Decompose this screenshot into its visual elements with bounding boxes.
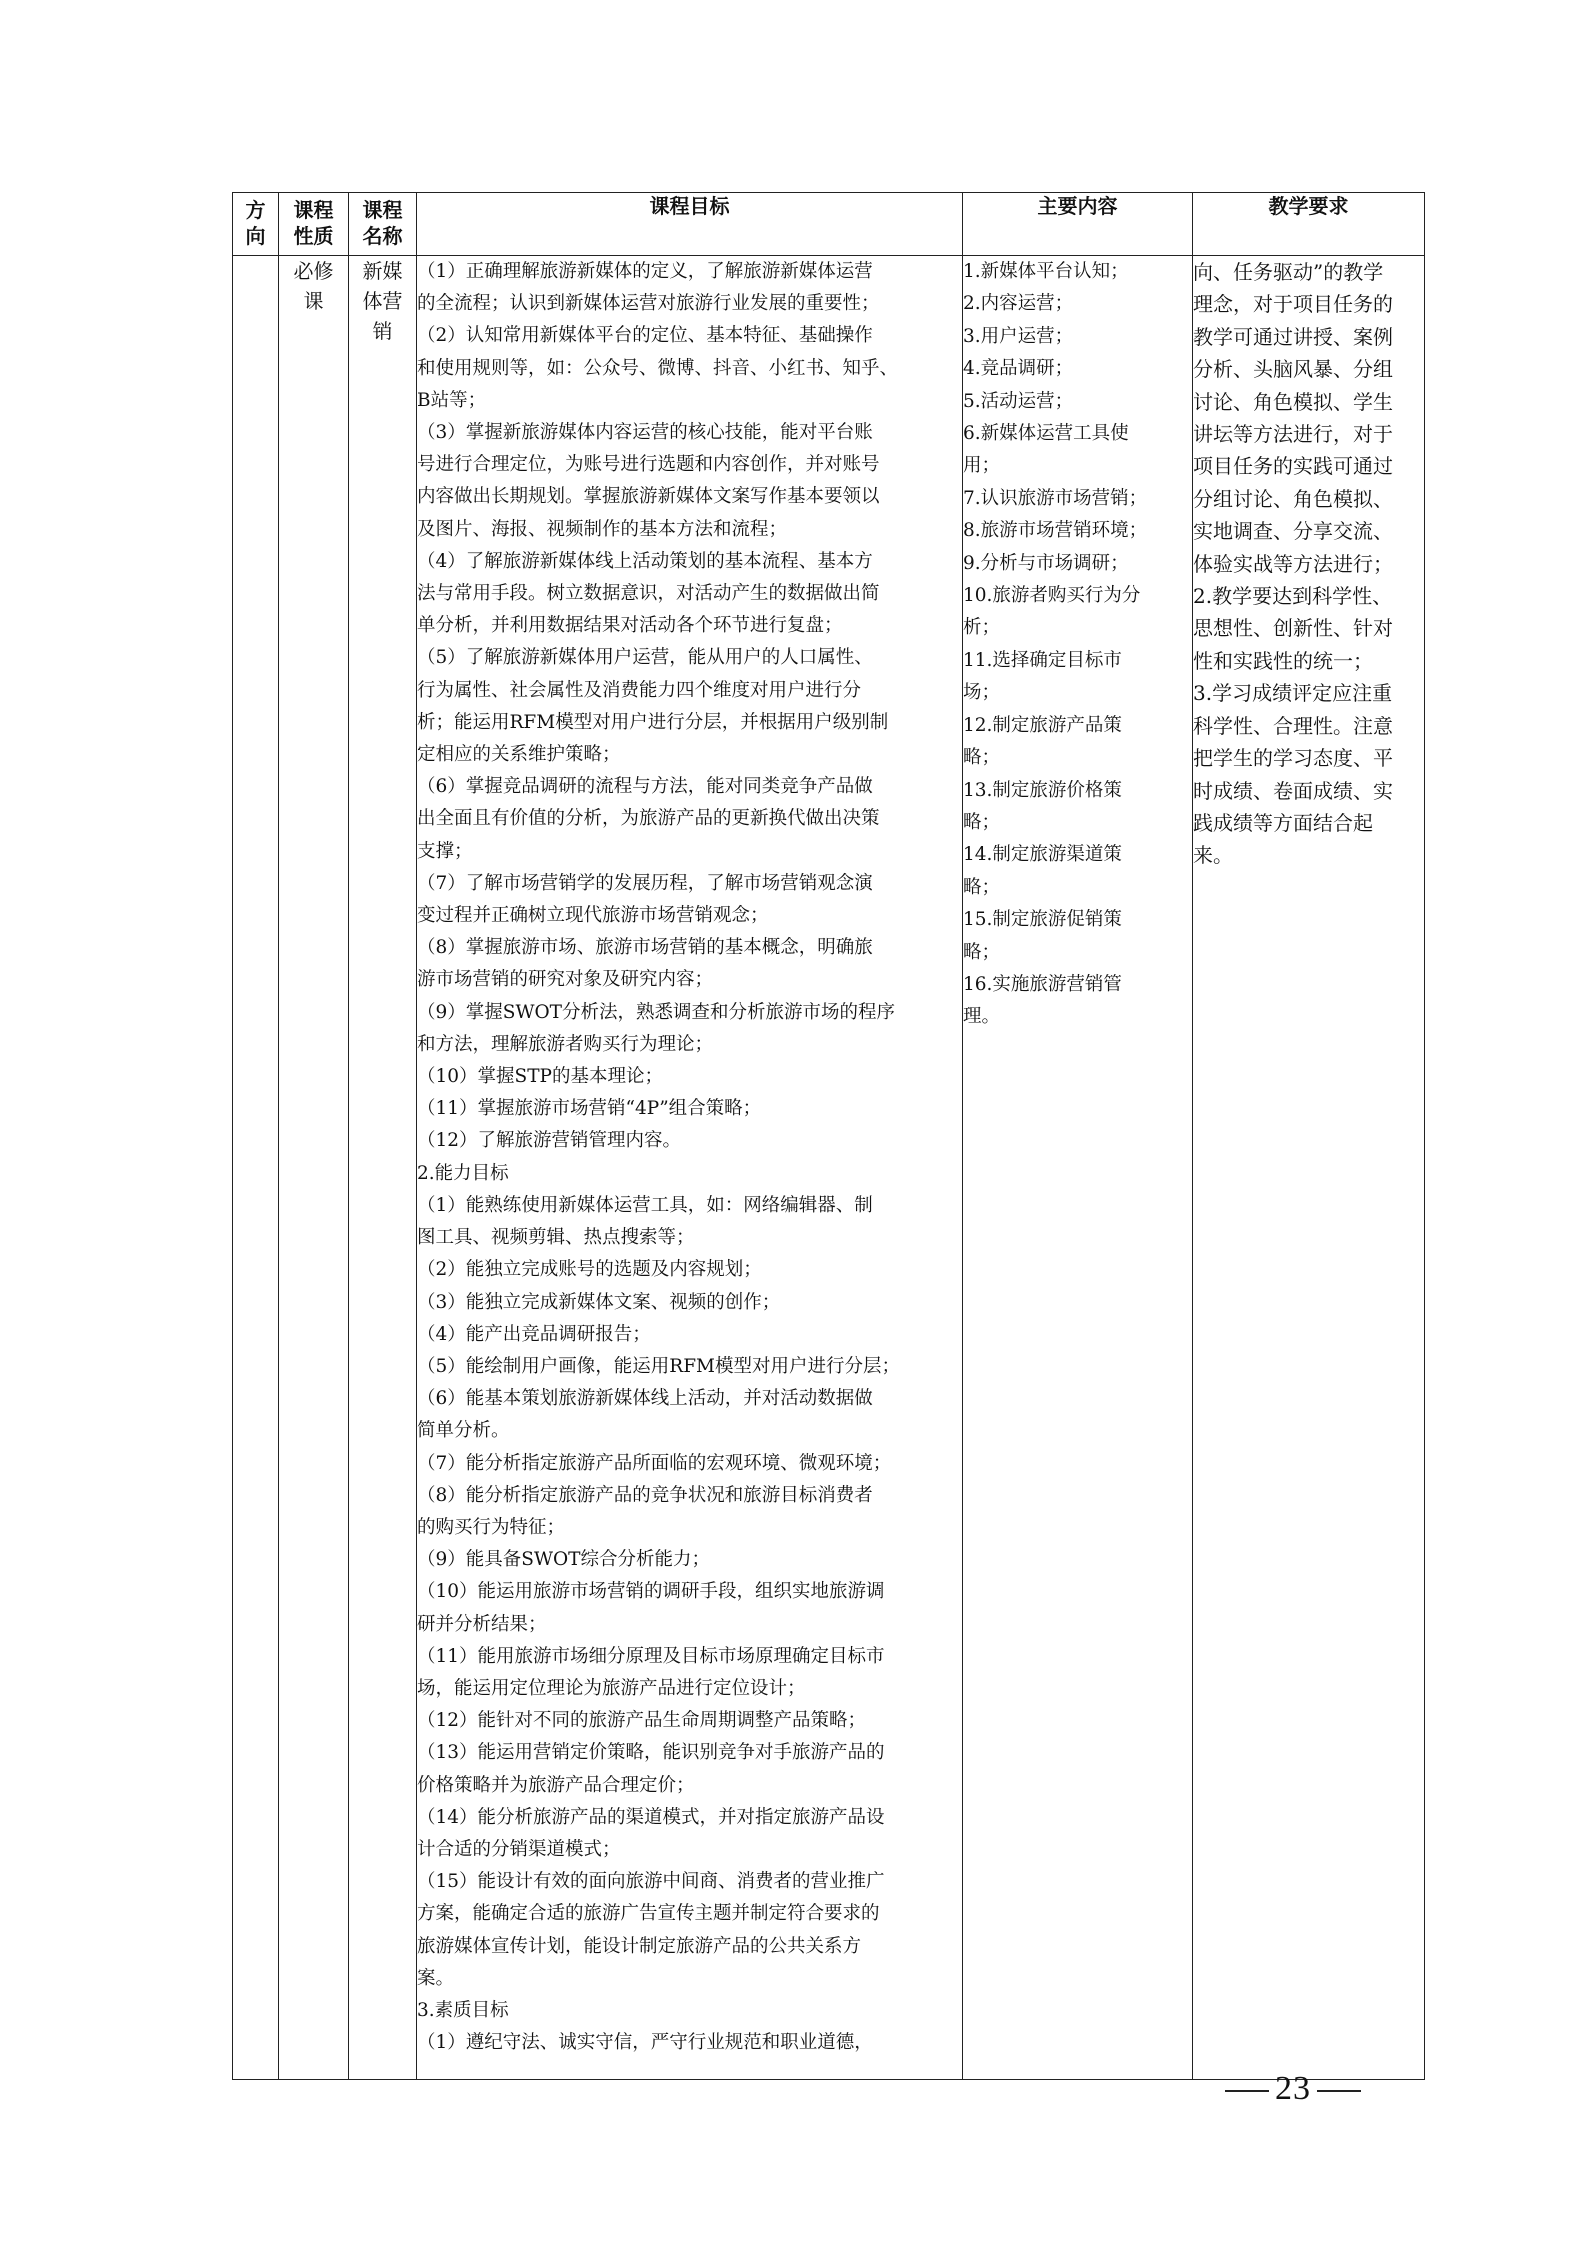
header-content: 主要内容 [963,193,1193,256]
goal-line: 游市场营销的研究对象及研究内容； [417,969,714,991]
requirement-line: 时成绩、卷面成绩、实 [1193,778,1393,803]
content-line: 场； [963,682,1001,704]
content-line: 1.新媒体平台认知； [963,261,1129,282]
goal-line: （6）能基本策划旅游新媒体线上活动，并对活动数据做 [417,1388,873,1410]
cell-course-name: 新媒体营销 [349,256,417,2080]
requirement-line: 体验实战等方法进行； [1193,551,1393,576]
content-line: 析； [963,617,1001,639]
page-number-value: 23 [1275,2070,1311,2107]
content-line: 12.制定旅游产品策 [963,714,1122,736]
page-number [1219,2070,1367,2108]
content-line: 4.竞品调研； [963,358,1074,380]
dash-left [1225,2090,1269,2092]
goal-line: 旅游媒体宣传计划，能设计制定旅游产品的公共关系方 [417,1935,862,1957]
goal-line: 及图片、海报、视频制作的基本方法和流程； [417,518,788,540]
goal-line: 出全面且有价值的分析，为旅游产品的更新换代做出决策 [417,808,880,830]
goal-line: （2）认知常用新媒体平台的定位、基本特征、基础操作 [417,325,873,347]
goal-line: （6）掌握竞品调研的流程与方法，能对同类竞争产品做 [417,776,873,798]
goal-line: （3）能独立完成新媒体文案、视频的创作； [417,1291,781,1313]
content-line: 16.实施旅游营销管 [963,973,1122,995]
goal-line: 定相应的关系维护策略； [417,744,621,766]
content-line: 略； [963,941,1001,963]
cell-course-type: 必修课 [279,256,349,2080]
goal-line: 3.素质目标 [417,1999,509,2021]
requirement-line: 实地调查、分享交流、 [1193,519,1393,544]
cell-requirements [1193,256,1425,2080]
content-line: 略； [963,811,1001,833]
goal-line: （14）能分析旅游产品的渠道模式，并对指定旅游产品设 [417,1806,885,1828]
content-line: 10.旅游者购买行为分 [963,585,1141,607]
content-line: 8.旅游市场营销环境； [963,520,1148,542]
requirement-line: 分组讨论、角色模拟、 [1193,486,1393,511]
goal-line: （8）能分析指定旅游产品的竞争状况和旅游目标消费者 [417,1484,873,1506]
goal-line: （9）掌握SWOT分析法，熟悉调查和分析旅游市场的程序 [417,1001,895,1023]
goal-line: （7）能分析指定旅游产品所面临的宏观环境、微观环境； [417,1452,892,1474]
goal-line: 析；能运用RFM模型对用户进行分层，并根据用户级别制 [417,711,889,733]
requirement-line: 讲坛等方法进行，对于 [1193,422,1393,447]
requirement-line: 项目任务的实践可通过 [1193,454,1393,479]
goal-line: 单分析，并利用数据结果对活动各个环节进行复盘； [417,615,843,637]
goal-line: （1）能熟练使用新媒体运营工具，如：网络编辑器、制 [417,1194,873,1216]
goal-line: 变过程并正确树立现代旅游市场营销观念； [417,905,769,927]
content-line: 3.用户运营； [963,325,1074,347]
requirement-line: 2.教学要达到科学性、 [1193,584,1393,609]
requirement-line: 践成绩等方面结合起 [1193,810,1373,835]
table-row [233,256,1425,2080]
goal-line: （5）了解旅游新媒体用户运营，能从用户的人口属性、 [417,647,873,669]
goal-line: （9）能具备SWOT综合分析能力； [417,1549,710,1571]
header-requirements: 教学要求 [1193,193,1425,256]
content-line: 略； [963,747,1001,769]
goal-line: 计合适的分销渠道模式； [417,1838,621,1860]
goal-line: 场，能运用定位理论为旅游产品进行定位设计； [417,1677,806,1699]
goal-line: 研并分析结果； [417,1613,547,1635]
goal-line: （8）掌握旅游市场、旅游市场营销的基本概念，明确旅 [417,937,873,959]
goal-line: （11）能用旅游市场细分原理及目标市场原理确定目标市 [417,1645,885,1667]
content-line: 9.分析与市场调研； [963,552,1129,574]
goal-line: 和方法，理解旅游者购买行为理论； [417,1033,714,1055]
requirement-line: 理念，对于项目任务的 [1193,292,1393,317]
goal-line: （10）能运用旅游市场营销的调研手段，组织实地旅游调 [417,1581,885,1603]
goal-line: （13）能运用营销定价策略，能识别竞争对手旅游产品的 [417,1742,885,1764]
content-line: 13.制定旅游价格策 [963,779,1122,801]
goal-line: 的购买行为特征； [417,1516,566,1538]
goal-line: （5）能绘制用户画像，能运用RFM模型对用户进行分层； [417,1355,900,1377]
header-course-type: 课程性质 [279,193,349,256]
content-line: 理。 [963,1006,1001,1028]
goal-line: （11）掌握旅游市场营销“4P”组合策略； [417,1098,762,1120]
goal-line: 图工具、视频剪辑、热点搜索等； [417,1227,695,1249]
cell-content [963,256,1193,2080]
requirement-line: 思想性、创新性、针对 [1193,616,1393,641]
goal-line: 2.能力目标 [417,1162,509,1184]
goal-line: 行为属性、社会属性及消费能力四个维度对用户进行分 [417,679,862,701]
content-line: 14.制定旅游渠道策 [963,844,1122,866]
goal-line: （4）了解旅游新媒体线上活动策划的基本流程、基本方 [417,550,873,572]
goal-line: 和使用规则等，如：公众号、微博、抖音、小红书、知乎、 [417,357,899,379]
content-line: 11.选择确定目标市 [963,649,1122,671]
requirement-line: 3.学习成绩评定应注重 [1193,681,1393,706]
goal-line: （12）了解旅游营销管理内容。 [417,1130,682,1152]
content-line: 7.认识旅游市场营销； [963,487,1148,509]
header-course-name: 课程名称 [349,193,417,256]
requirement-line: 讨论、角色模拟、学生 [1193,389,1393,414]
goal-line: 简单分析。 [417,1420,510,1442]
goal-line: 内容做出长期规划。掌握旅游新媒体文案写作基本要领以 [417,486,880,508]
requirement-line: 把学生的学习态度、平 [1193,746,1393,771]
requirement-line: 来。 [1193,843,1233,868]
goal-line: 法与常用手段。树立数据意识，对活动产生的数据做出简 [417,583,880,605]
requirement-line: 教学可通过讲授、案例 [1193,324,1393,349]
requirement-line: 向、任务驱动”的教学 [1193,260,1384,284]
cell-goals [417,256,963,2080]
content-line: 2.内容运营； [963,293,1074,315]
goal-line: （15）能设计有效的面向旅游中间商、消费者的营业推广 [417,1871,885,1893]
header-goals: 课程目标 [417,193,963,256]
requirement-line: 科学性、合理性。注意 [1193,713,1393,738]
goal-line: （12）能针对不同的旅游产品生命周期调整产品策略； [417,1710,867,1732]
requirement-line: 性和实践性的统一； [1193,648,1373,673]
content-line: 15.制定旅游促销策 [963,909,1122,931]
goal-line: （2）能独立完成账号的选题及内容规划； [417,1259,762,1281]
content-line: 用； [963,455,1001,477]
content-line: 5.活动运营； [963,390,1074,412]
goal-line: （4）能产出竞品调研报告； [417,1323,651,1345]
content-line: 6.新媒体运营工具使 [963,423,1129,445]
dash-right [1317,2090,1361,2092]
requirement-line: 分析、头脑风暴、分组 [1193,357,1393,382]
goal-line: （7）了解市场营销学的发展历程，了解市场营销观念演 [417,872,873,894]
goal-line: （1）正确理解旅游新媒体的定义，了解旅游新媒体运营 [417,261,873,282]
content-line: 略； [963,876,1001,898]
table-header-row [233,193,1425,256]
course-table [232,192,1425,2080]
goal-line: （3）掌握新旅游媒体内容运营的核心技能，能对平台账 [417,422,873,444]
goal-line: （10）掌握STP的基本理论； [417,1066,664,1088]
header-direction: 方向 [233,193,279,256]
goal-line: 方案，能确定合适的旅游广告宣传主题并制定符合要求的 [417,1903,880,1925]
goal-line: 案。 [417,1967,455,1989]
goal-line: 支撑； [417,840,473,862]
goal-line: 的全流程；认识到新媒体运营对旅游行业发展的重要性； [417,293,880,315]
goal-line: 号进行合理定位，为账号进行选题和内容创作，并对账号 [417,454,880,476]
cell-direction [233,256,279,2080]
goal-line: （1）遵纪守法、诚实守信，严守行业规范和职业道德， [417,2032,873,2054]
goal-line: 价格策略并为旅游产品合理定价； [417,1774,695,1796]
goal-line: B站等； [417,389,487,411]
